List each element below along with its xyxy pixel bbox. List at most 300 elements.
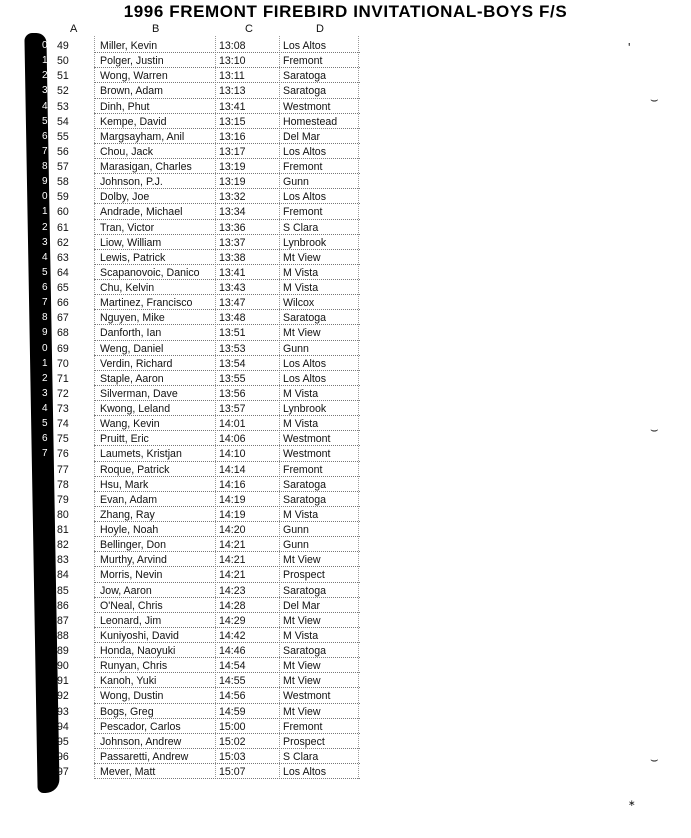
place-cell: 74 xyxy=(57,418,69,431)
row-rule xyxy=(94,430,360,431)
row-rule xyxy=(94,748,360,749)
table-row xyxy=(30,735,360,750)
name-cell: Scapanovoic, Danico xyxy=(100,266,200,279)
table-row xyxy=(30,69,360,84)
name-cell: Dinh, Phut xyxy=(100,100,150,113)
time-cell: 13:56 xyxy=(219,387,246,400)
name-cell: Bogs, Greg xyxy=(100,705,154,718)
row-rule xyxy=(94,718,360,719)
place-cell: 67 xyxy=(57,312,69,325)
margin-tick-mark: ∗ xyxy=(628,798,636,808)
time-cell: 13:38 xyxy=(219,251,246,264)
time-cell: 13:15 xyxy=(219,115,246,128)
time-cell: 14:20 xyxy=(219,524,246,536)
school-cell: Saratoga xyxy=(283,85,326,98)
row-number: 2 xyxy=(42,372,48,384)
time-cell: 13:10 xyxy=(219,55,246,68)
name-cell: Kanoh, Yuki xyxy=(100,675,157,688)
name-cell: Martinez, Francisco xyxy=(100,297,193,310)
table-row xyxy=(30,553,360,568)
school-cell: M Vista xyxy=(283,282,319,294)
time-cell: 14:56 xyxy=(219,690,246,703)
table-row xyxy=(30,387,360,402)
place-cell: 57 xyxy=(57,161,69,173)
row-rule xyxy=(94,67,360,68)
time-cell: 14:10 xyxy=(219,448,246,461)
row-number: 8 xyxy=(42,161,48,172)
time-cell: 15:03 xyxy=(219,750,246,763)
time-cell: 13:53 xyxy=(219,342,246,355)
place-cell: 89 xyxy=(57,645,69,657)
name-cell: Hsu, Mark xyxy=(100,478,149,491)
name-cell: Dolby, Joe xyxy=(100,191,150,204)
name-cell: Roque, Patrick xyxy=(100,463,170,476)
school-cell: Fremont xyxy=(283,161,323,173)
row-rule xyxy=(94,324,360,325)
row-rule xyxy=(94,264,360,265)
school-cell: Prospect xyxy=(283,569,325,582)
school-cell: M Vista xyxy=(283,629,319,642)
table-row xyxy=(30,478,360,493)
table-row xyxy=(30,251,360,266)
name-cell: Runyan, Chris xyxy=(100,660,168,673)
name-cell: Wang, Kevin xyxy=(100,418,160,431)
school-cell: Gunn xyxy=(283,176,309,189)
margin-hole-mark: ⌣ xyxy=(650,752,659,767)
name-cell: Staple, Aaron xyxy=(100,372,164,385)
table-row xyxy=(30,568,360,583)
row-rule xyxy=(94,642,360,643)
school-cell: Del Mar xyxy=(283,130,321,143)
time-cell: 14:54 xyxy=(219,660,246,673)
name-cell: Passaretti, Andrew xyxy=(100,750,189,763)
place-cell: 56 xyxy=(57,145,69,158)
school-cell: M Vista xyxy=(283,508,319,521)
place-cell: 95 xyxy=(57,735,69,748)
school-cell: Gunn xyxy=(283,524,309,536)
row-rule xyxy=(94,491,360,492)
place-cell: 64 xyxy=(57,266,69,279)
time-cell: 13:41 xyxy=(219,266,246,279)
name-cell: Morris, Nevin xyxy=(100,569,163,582)
name-cell: Bellinger, Don xyxy=(100,539,166,552)
name-cell: Andrade, Michael xyxy=(100,206,183,219)
name-cell: Johnson, P.J. xyxy=(100,176,163,189)
name-cell: Silverman, Dave xyxy=(100,387,178,400)
table-row xyxy=(30,720,360,735)
table-row xyxy=(30,659,360,674)
place-cell: 60 xyxy=(57,206,69,219)
row-number: 4 xyxy=(42,251,48,263)
place-cell: 70 xyxy=(57,357,69,370)
row-number: 3 xyxy=(42,85,48,97)
place-cell: 97 xyxy=(57,766,69,778)
row-rule xyxy=(94,143,360,144)
name-cell: Chu, Kelvin xyxy=(100,282,155,294)
name-cell: Hoyle, Noah xyxy=(100,524,159,536)
row-rule xyxy=(94,203,360,204)
name-cell: Polger, Justin xyxy=(100,55,164,68)
name-cell: Jow, Aaron xyxy=(100,584,152,597)
row-number: 9 xyxy=(42,327,48,339)
row-rule xyxy=(94,82,360,83)
row-rule xyxy=(94,385,360,386)
row-rule xyxy=(94,234,360,235)
row-number: 4 xyxy=(42,403,48,414)
place-cell: 87 xyxy=(57,614,69,627)
name-cell: Mever, Matt xyxy=(100,766,156,778)
school-cell: S Clara xyxy=(283,750,319,763)
row-rule xyxy=(94,294,360,295)
place-cell: 83 xyxy=(57,554,69,567)
table-row xyxy=(30,357,360,372)
place-cell: 88 xyxy=(57,629,69,642)
table-row xyxy=(30,190,360,205)
place-cell: 79 xyxy=(57,493,69,506)
school-cell: Mt View xyxy=(283,705,321,718)
row-number: 3 xyxy=(42,236,48,248)
table-row xyxy=(30,402,360,417)
place-cell: 76 xyxy=(57,448,69,461)
time-cell: 14:19 xyxy=(219,508,246,521)
row-number: 7 xyxy=(42,297,48,309)
school-cell: Fremont xyxy=(283,206,323,219)
row-rule xyxy=(94,188,360,189)
school-cell: Mt View xyxy=(283,327,321,340)
time-cell: 14:21 xyxy=(219,554,246,567)
column-header-b: B xyxy=(152,23,160,35)
school-cell: Lynbrook xyxy=(283,403,327,415)
column-header-d: D xyxy=(316,23,324,35)
row-number: 2 xyxy=(42,221,48,233)
school-cell: Fremont xyxy=(283,55,323,68)
table-row xyxy=(30,205,360,220)
margin-tick-mark: ' xyxy=(628,40,631,55)
table-row xyxy=(30,689,360,704)
time-cell: 13:55 xyxy=(219,372,246,385)
time-cell: 14:01 xyxy=(219,418,246,431)
table-row xyxy=(30,372,360,387)
school-cell: M Vista xyxy=(283,266,319,279)
time-cell: 13:11 xyxy=(219,70,245,83)
results-table xyxy=(30,39,360,780)
table-row xyxy=(30,236,360,251)
column-header-a: A xyxy=(70,23,78,35)
name-cell: Marasigan, Charles xyxy=(100,161,192,173)
school-cell: Westmont xyxy=(283,690,331,703)
place-cell: 93 xyxy=(57,705,69,718)
row-rule xyxy=(94,445,360,446)
place-cell: 62 xyxy=(57,236,69,249)
margin-hole-mark: ⌣ xyxy=(650,422,659,437)
table-row xyxy=(30,311,360,326)
table-row xyxy=(30,493,360,508)
time-cell: 13:19 xyxy=(219,161,246,173)
table-row xyxy=(30,463,360,478)
row-rule xyxy=(94,551,360,552)
table-row xyxy=(30,115,360,130)
time-cell: 13:48 xyxy=(219,312,246,325)
row-number: 0 xyxy=(42,191,48,203)
row-rule xyxy=(94,98,360,99)
table-row xyxy=(30,130,360,145)
time-cell: 14:42 xyxy=(219,629,246,642)
row-rule xyxy=(94,249,360,250)
school-cell: Los Altos xyxy=(283,766,326,778)
table-row xyxy=(30,508,360,523)
name-cell: Brown, Adam xyxy=(100,85,164,98)
school-cell: Los Altos xyxy=(283,357,326,370)
table-row xyxy=(30,447,360,462)
place-cell: 51 xyxy=(57,70,69,83)
name-cell: Kwong, Leland xyxy=(100,403,171,415)
name-cell: Kempe, David xyxy=(100,115,167,128)
time-cell: 13:43 xyxy=(219,282,246,294)
name-cell: Verdin, Richard xyxy=(100,357,173,370)
row-number: 5 xyxy=(42,418,48,430)
table-row xyxy=(30,629,360,644)
name-cell: Murthy, Arvind xyxy=(100,554,167,567)
school-cell: Saratoga xyxy=(283,70,326,83)
time-cell: 14:55 xyxy=(219,675,246,688)
place-cell: 85 xyxy=(57,584,69,597)
name-cell: Laumets, Kristjan xyxy=(100,448,182,461)
time-cell: 13:51 xyxy=(219,327,246,340)
place-cell: 63 xyxy=(57,251,69,264)
school-cell: Mt View xyxy=(283,660,321,673)
place-cell: 92 xyxy=(57,690,69,703)
row-number: 7 xyxy=(42,448,48,460)
row-number: 0 xyxy=(42,40,48,51)
school-cell: Prospect xyxy=(283,735,325,748)
row-rule xyxy=(94,219,360,220)
time-cell: 15:00 xyxy=(219,720,246,733)
row-number: 3 xyxy=(42,387,48,399)
name-cell: Nguyen, Mike xyxy=(100,312,165,325)
row-rule xyxy=(94,173,360,174)
row-rule xyxy=(94,763,360,764)
name-cell: Chou, Jack xyxy=(100,145,153,158)
place-cell: 75 xyxy=(57,433,69,446)
name-cell: Johnson, Andrew xyxy=(100,735,182,748)
place-cell: 61 xyxy=(57,221,69,234)
school-cell: Wilcox xyxy=(283,297,315,310)
place-cell: 78 xyxy=(57,478,69,491)
time-cell: 13:54 xyxy=(219,357,246,370)
place-cell: 94 xyxy=(57,720,69,733)
place-cell: 71 xyxy=(57,372,69,385)
place-cell: 77 xyxy=(57,463,69,476)
row-number: 0 xyxy=(42,342,48,354)
school-cell: Westmont xyxy=(283,433,331,446)
school-cell: Los Altos xyxy=(283,372,326,385)
school-cell: Homestead xyxy=(283,115,338,128)
row-rule xyxy=(94,582,360,583)
time-cell: 14:06 xyxy=(219,433,246,446)
name-cell: Wong, Warren xyxy=(100,70,168,83)
place-cell: 82 xyxy=(57,539,69,552)
row-rule xyxy=(94,113,360,114)
row-rule xyxy=(94,703,360,704)
school-cell: Los Altos xyxy=(283,191,326,204)
table-row xyxy=(30,54,360,69)
row-rule xyxy=(94,52,360,53)
place-cell: 59 xyxy=(57,191,69,204)
table-row xyxy=(30,599,360,614)
table-row xyxy=(30,145,360,160)
place-cell: 80 xyxy=(57,508,69,521)
place-cell: 69 xyxy=(57,342,69,355)
name-cell: Pescador, Carlos xyxy=(100,720,181,733)
table-row xyxy=(30,705,360,720)
page-title: 1996 FREMONT FIREBIRD INVITATIONAL-BOYS F/S xyxy=(123,2,568,21)
table-row xyxy=(30,326,360,341)
time-cell: 14:21 xyxy=(219,569,246,582)
table-row xyxy=(30,417,360,432)
row-number: 9 xyxy=(42,176,48,188)
row-number: 1 xyxy=(42,55,48,67)
name-cell: Wong, Dustin xyxy=(100,690,164,703)
table-row xyxy=(30,266,360,281)
time-cell: 13:57 xyxy=(219,403,246,415)
margin-hole-mark: ⌣ xyxy=(650,92,659,107)
table-row xyxy=(30,750,360,765)
school-cell: Saratoga xyxy=(283,645,326,657)
time-cell: 14:19 xyxy=(219,493,246,506)
school-cell: Saratoga xyxy=(283,478,326,491)
school-cell: Mt View xyxy=(283,554,321,567)
place-cell: 86 xyxy=(57,599,69,612)
name-cell: Tran, Victor xyxy=(100,221,155,234)
name-cell: Zhang, Ray xyxy=(100,508,155,521)
time-cell: 13:13 xyxy=(219,85,246,98)
table-row xyxy=(30,765,360,780)
school-cell: Saratoga xyxy=(283,584,326,597)
row-rule xyxy=(94,476,360,477)
table-row xyxy=(30,39,360,54)
name-cell: Honda, Naoyuki xyxy=(100,645,176,657)
school-cell: M Vista xyxy=(283,418,319,431)
table-row xyxy=(30,175,360,190)
school-cell: Mt View xyxy=(283,251,321,264)
time-cell: 14:28 xyxy=(219,599,246,612)
place-cell: 81 xyxy=(57,524,69,536)
table-row xyxy=(30,281,360,296)
row-number: 1 xyxy=(42,357,48,369)
row-rule xyxy=(94,627,360,628)
name-cell: O'Neal, Chris xyxy=(100,599,163,612)
place-cell: 52 xyxy=(57,85,69,98)
time-cell: 13:08 xyxy=(219,40,246,52)
time-cell: 15:02 xyxy=(219,735,246,748)
place-cell: 66 xyxy=(57,297,69,310)
name-cell: Margsayham, Anil xyxy=(100,130,185,143)
name-cell: Pruitt, Eric xyxy=(100,433,149,446)
row-number: 6 xyxy=(42,130,48,142)
row-number: 4 xyxy=(42,100,48,112)
time-cell: 14:29 xyxy=(219,614,246,627)
table-row xyxy=(30,432,360,447)
row-rule xyxy=(94,309,360,310)
place-cell: 50 xyxy=(57,55,69,68)
school-cell: Mt View xyxy=(283,614,321,627)
time-cell: 13:32 xyxy=(219,191,246,204)
row-rule xyxy=(94,128,360,129)
row-rule xyxy=(94,355,360,356)
row-rule xyxy=(94,536,360,537)
place-cell: 54 xyxy=(57,115,69,128)
place-cell: 68 xyxy=(57,327,69,340)
table-row xyxy=(30,674,360,689)
place-cell: 49 xyxy=(57,40,69,52)
school-cell: Del Mar xyxy=(283,599,321,612)
row-rule xyxy=(94,672,360,673)
name-cell: Miller, Kevin xyxy=(100,40,158,52)
place-cell: 53 xyxy=(57,100,69,113)
table-row xyxy=(30,644,360,659)
row-rule xyxy=(94,612,360,613)
place-cell: 73 xyxy=(57,403,69,415)
table-row xyxy=(30,296,360,311)
place-cell: 65 xyxy=(57,282,69,294)
name-cell: Kuniyoshi, David xyxy=(100,629,179,642)
row-number: 7 xyxy=(42,145,48,157)
table-row xyxy=(30,584,360,599)
school-cell: M Vista xyxy=(283,387,319,400)
school-cell: Fremont xyxy=(283,720,323,733)
time-cell: 14:23 xyxy=(219,584,246,597)
school-cell: Lynbrook xyxy=(283,236,327,249)
row-rule xyxy=(94,506,360,507)
column-header-c: C xyxy=(245,23,253,35)
time-cell: 13:19 xyxy=(219,176,246,189)
time-cell: 13:17 xyxy=(219,145,246,158)
row-number: 1 xyxy=(42,206,48,218)
table-row xyxy=(30,160,360,175)
time-cell: 14:21 xyxy=(219,539,246,552)
row-rule xyxy=(94,778,360,779)
row-rule xyxy=(94,340,360,341)
school-cell: Los Altos xyxy=(283,40,326,52)
table-row xyxy=(30,100,360,115)
time-cell: 13:36 xyxy=(219,221,246,234)
table-row xyxy=(30,84,360,99)
time-cell: 14:59 xyxy=(219,705,246,718)
time-cell: 14:46 xyxy=(219,645,246,657)
row-rule xyxy=(94,370,360,371)
school-cell: Gunn xyxy=(283,539,309,552)
name-cell: Danforth, Ian xyxy=(100,327,162,340)
name-cell: Lewis, Patrick xyxy=(100,251,166,264)
table-row xyxy=(30,221,360,236)
row-number: 6 xyxy=(42,433,48,445)
school-cell: S Clara xyxy=(283,221,319,234)
time-cell: 15:07 xyxy=(219,766,246,778)
row-rule xyxy=(94,461,360,462)
name-cell: Weng, Daniel xyxy=(100,342,164,355)
time-cell: 14:16 xyxy=(219,478,246,491)
place-cell: 55 xyxy=(57,130,69,143)
row-rule xyxy=(94,566,360,567)
place-cell: 72 xyxy=(57,387,69,400)
school-cell: Saratoga xyxy=(283,493,326,506)
place-cell: 90 xyxy=(57,660,69,673)
row-rule xyxy=(94,687,360,688)
table-row xyxy=(30,538,360,553)
table-row xyxy=(30,342,360,357)
place-cell: 96 xyxy=(57,750,69,763)
table-row xyxy=(30,614,360,629)
